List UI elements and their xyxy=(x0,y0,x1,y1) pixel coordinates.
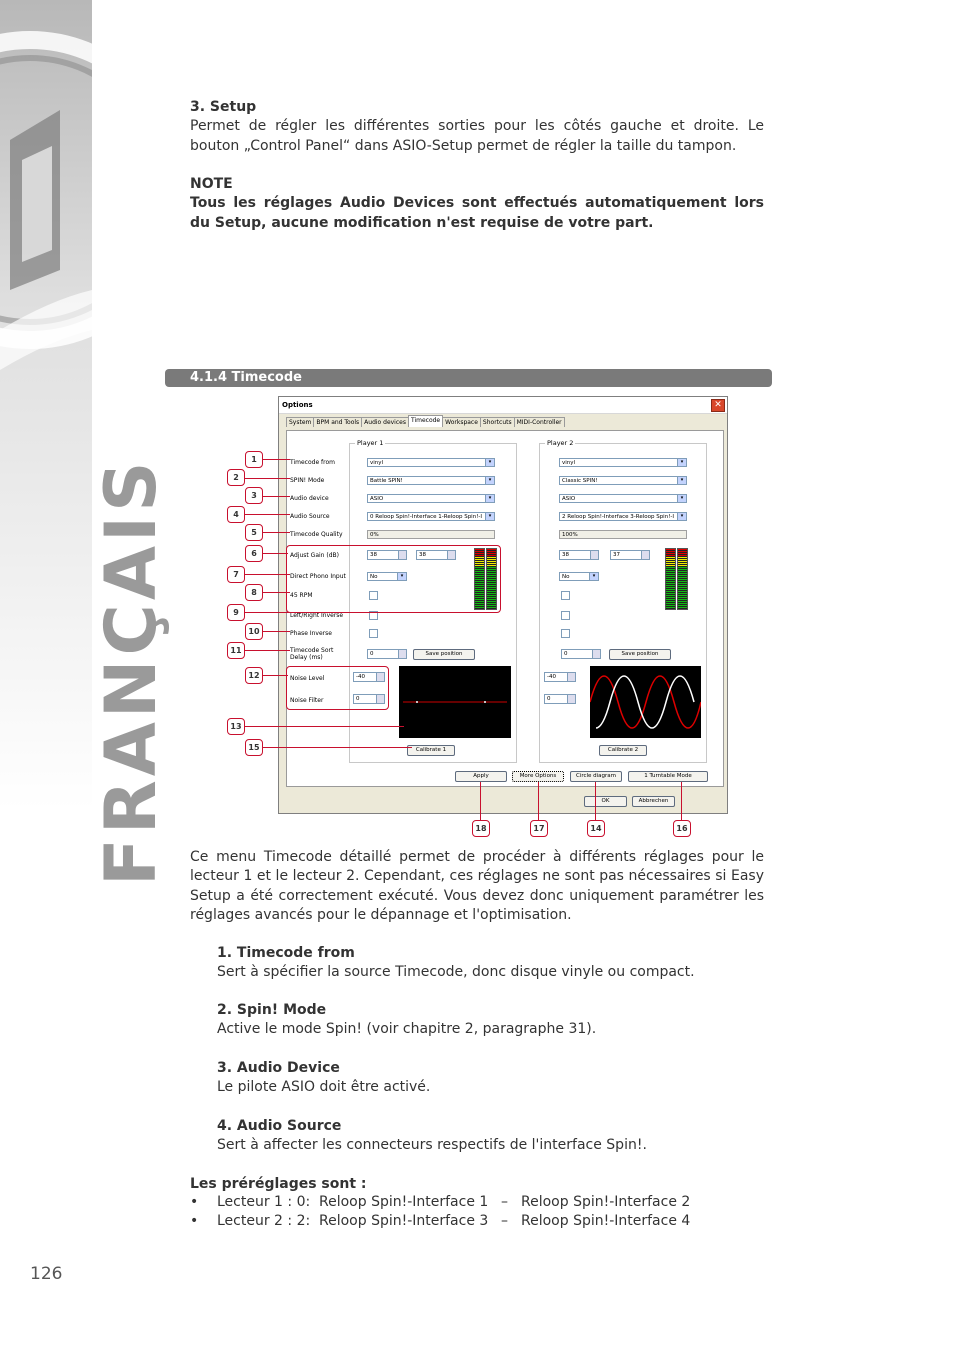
tab-timecode[interactable]: Timecode xyxy=(408,415,443,427)
preset-right: Reloop Spin!-Interface 2 xyxy=(521,1194,691,1210)
leader-line xyxy=(262,631,290,632)
note-body: Tous les réglages Audio Devices sont effectués automatiquement lors du Setup, aucune modification n'est requise de votre part. xyxy=(190,195,764,231)
leader-line xyxy=(262,532,290,533)
chevron-down-icon: ▾ xyxy=(677,495,686,502)
p1-timecode-quality: 0% xyxy=(367,530,495,539)
spinner-arrows-icon[interactable] xyxy=(592,650,600,658)
p2-phase-inverse-checkbox[interactable] xyxy=(561,629,570,638)
callout-18: 18 xyxy=(472,820,490,837)
p2-sine-signal-graph xyxy=(590,666,701,738)
chevron-down-icon: ▾ xyxy=(485,477,494,484)
p1-spin-mode-select[interactable] xyxy=(367,476,495,485)
p2-gain-left-value: 38 xyxy=(562,552,569,558)
setup-body: Permet de régler les différentes sorties pour les côtés gauche et droite. Le bouton „Control Panel“ dans ASIO-Setup permet de régler la taille du tampon. xyxy=(190,118,764,154)
label-adjust-gain: Adjust Gain (dB) xyxy=(290,552,339,559)
leader-line xyxy=(244,612,290,613)
leader-line xyxy=(538,782,539,820)
p2-timecode-from-value: vinyl xyxy=(562,460,576,466)
side-decoration xyxy=(0,0,172,1350)
p2-level-meter-left xyxy=(665,548,676,610)
leader-line xyxy=(262,496,290,497)
callout-14: 14 xyxy=(587,820,605,837)
p2-level-meter-right xyxy=(677,548,688,610)
label-noise-level: Noise Level xyxy=(290,675,325,682)
p2-audio-source-value: 2 Reloop Spin!-Interface 3-Reloop Spin!-I xyxy=(562,514,675,520)
tab-audio-devices[interactable]: Audio devices xyxy=(361,417,409,427)
bullet-icon: • xyxy=(190,1194,199,1210)
p2-sort-delay-value: 0 xyxy=(564,651,568,657)
close-icon[interactable]: ✕ xyxy=(711,399,725,412)
cancel-button[interactable]: Abbrechen xyxy=(632,796,675,807)
chevron-down-icon: ▾ xyxy=(677,513,686,520)
chevron-down-icon: ▾ xyxy=(677,477,686,484)
p1-audio-device-select[interactable] xyxy=(367,494,495,503)
chevron-down-icon: ▾ xyxy=(397,573,406,580)
p1-sort-delay-value: 0 xyxy=(370,651,374,657)
label-sort-delay: Timecode Sort Delay (ms) xyxy=(290,647,334,661)
p1-spin-mode-value: Battle SPIN! xyxy=(370,478,403,484)
item-body: Sert à affecter les connecteurs respectifs de l'interface Spin!. xyxy=(217,1137,647,1154)
leader-line xyxy=(244,514,290,515)
preset-player: Lecteur 1 : 0: xyxy=(217,1194,311,1210)
item-heading: 1. Timecode from xyxy=(217,945,355,961)
item-body: Sert à spécifier la source Timecode, donc disque vinyle ou compact. xyxy=(217,964,695,981)
p1-timecode-from-select[interactable] xyxy=(367,458,495,467)
p2-audio-device-value: ASIO xyxy=(562,496,576,502)
bullet-icon: • xyxy=(190,1213,199,1229)
calibrate2-button[interactable]: Calibrate 2 xyxy=(599,745,647,756)
item-audio-device xyxy=(217,1059,764,1098)
tab-system[interactable]: System xyxy=(286,417,314,427)
item-body: Active le mode Spin! (voir chapitre 2, paragraphe 31). xyxy=(217,1021,597,1038)
label-direct-phono: Direct Phono Input xyxy=(290,573,346,580)
callout-12: 12 xyxy=(245,667,263,684)
item-audio-source xyxy=(217,1117,764,1156)
intro-paragraph: Ce menu Timecode détaillé permet de procéder à différents réglages pour le lecteur 1 et le lecteur 2. Cependant, ces réglages ne sont pas nécessaires si Easy Setup a été correctement exécuté. Vous devez donc uniquement paramétrer les réglages avancés pour le dépannage et l'optimisation. xyxy=(190,849,764,923)
spinner-arrows-icon[interactable] xyxy=(398,650,406,658)
more-options-button[interactable]: More Options xyxy=(512,771,564,782)
preset-left: Reloop Spin!-Interface 3 xyxy=(319,1213,489,1229)
p2-45rpm-checkbox[interactable] xyxy=(561,591,570,600)
label-45rpm: 45 RPM xyxy=(290,592,313,599)
callout-11: 11 xyxy=(227,642,245,659)
callout-15: 15 xyxy=(245,739,263,756)
tab-strip xyxy=(286,417,564,429)
callout-10: 10 xyxy=(245,623,263,640)
player2-label: Player 2 xyxy=(547,439,574,447)
p2-noise-level-value: -40 xyxy=(547,674,556,680)
p2-lr-inverse-checkbox[interactable] xyxy=(561,611,570,620)
p1-audio-source-select[interactable] xyxy=(367,512,495,521)
preset-dash: – xyxy=(501,1194,508,1210)
section-header xyxy=(165,369,772,387)
p1-sort-delay[interactable] xyxy=(367,649,407,659)
p2-noise-level[interactable] xyxy=(544,672,576,682)
tab-workspace[interactable]: Workspace xyxy=(442,417,481,427)
preset-left: Reloop Spin!-Interface 1 xyxy=(319,1194,489,1210)
tab-midi-controller[interactable]: MIDI-Controller xyxy=(514,417,565,427)
p1-flat-signal-graph xyxy=(399,666,511,738)
p1-noise-filter-value: 0 xyxy=(356,696,360,702)
page-number: 126 xyxy=(30,1264,63,1284)
setup-section xyxy=(190,98,764,156)
item-body: Le pilote ASIO doit être activé. xyxy=(217,1079,431,1096)
label-noise-filter: Noise Filter xyxy=(290,697,324,704)
callout-6: 6 xyxy=(245,545,263,562)
language-label: FRANÇAIS xyxy=(90,457,172,886)
spinner-arrows-icon[interactable] xyxy=(567,673,575,681)
callout-17: 17 xyxy=(530,820,548,837)
callout-1: 1 xyxy=(245,451,263,468)
p1-phase-inverse-checkbox[interactable] xyxy=(369,629,378,638)
p2-direct-phono-select[interactable] xyxy=(559,572,599,581)
gain-highlight-box xyxy=(286,545,501,613)
apply-button[interactable]: Apply xyxy=(455,771,507,782)
leader-line xyxy=(262,459,290,460)
presets-heading: Les préréglages sont : xyxy=(190,1176,367,1192)
p1-direct-phono-value: No xyxy=(370,574,378,580)
chevron-down-icon: ▾ xyxy=(589,573,598,580)
note-section xyxy=(190,175,764,233)
dialog-titlebar xyxy=(279,397,727,414)
item-timecode-from xyxy=(217,944,764,983)
callout-13: 13 xyxy=(227,718,245,735)
tab-bpm-tools[interactable]: BPM and Tools xyxy=(313,417,362,427)
item-heading: 4. Audio Source xyxy=(217,1118,342,1134)
callout-7: 7 xyxy=(227,566,245,583)
p2-timecode-quality: 100% xyxy=(559,530,687,539)
spinner-arrows-icon[interactable] xyxy=(641,551,649,559)
callout-5: 5 xyxy=(245,524,263,541)
section-title: 4.1.4 Timecode xyxy=(190,370,302,385)
label-timecode-quality: Timecode Quality xyxy=(290,531,343,538)
tab-shortcuts[interactable]: Shortcuts xyxy=(480,417,515,427)
p2-spin-mode-value: Classic SPIN! xyxy=(562,478,598,484)
setup-heading: 3. Setup xyxy=(190,99,257,115)
p2-gain-left[interactable] xyxy=(559,550,599,560)
p1-oscilloscope xyxy=(399,666,511,738)
label-lr-inverse: Left/Right Inverse xyxy=(290,612,344,619)
leader-line xyxy=(480,782,481,820)
circle-diagram-button[interactable]: Circle diagram xyxy=(570,771,622,782)
preset-right: Reloop Spin!-Interface 4 xyxy=(521,1213,691,1229)
p2-noise-filter[interactable] xyxy=(544,694,576,704)
note-heading: NOTE xyxy=(190,176,233,192)
p2-gain-right[interactable] xyxy=(610,550,650,560)
p2-oscilloscope xyxy=(590,666,701,738)
chevron-down-icon: ▾ xyxy=(677,459,686,466)
chevron-down-icon: ▾ xyxy=(485,495,494,502)
preset-dash: – xyxy=(501,1213,508,1229)
spinner-arrows-icon[interactable] xyxy=(590,551,598,559)
leader-line xyxy=(262,747,412,748)
leader-line xyxy=(262,592,290,593)
label-timecode-from: Timecode from xyxy=(290,459,336,466)
p2-gain-right-value: 37 xyxy=(613,552,620,558)
leader-line xyxy=(244,726,404,727)
p2-sort-delay[interactable] xyxy=(561,649,601,659)
p1-save-position-button[interactable]: Save position xyxy=(413,649,475,660)
callout-8: 8 xyxy=(245,584,263,601)
player1-label: Player 1 xyxy=(357,439,384,447)
preset-player: Lecteur 2 : 2: xyxy=(217,1213,311,1229)
turntable-mode-button[interactable]: 1 Turntable Mode xyxy=(628,771,708,782)
p2-audio-source-select[interactable] xyxy=(559,512,687,521)
callout-16: 16 xyxy=(673,820,691,837)
leader-line xyxy=(262,675,288,676)
leader-line xyxy=(681,782,682,820)
p1-gain-left-value: 38 xyxy=(370,552,377,558)
label-spin-mode: SPIN! Mode xyxy=(290,477,325,484)
callout-4: 4 xyxy=(227,506,245,523)
p1-timecode-from-value: vinyl xyxy=(370,460,384,466)
callout-3: 3 xyxy=(245,487,263,504)
item-heading: 3. Audio Device xyxy=(217,1060,340,1076)
dialog-title: Options xyxy=(282,401,313,409)
callout-9: 9 xyxy=(227,604,245,621)
leader-line xyxy=(595,782,596,820)
leader-line xyxy=(244,478,290,479)
calibrate1-button[interactable]: Calibrate 1 xyxy=(407,745,455,756)
ok-button[interactable]: OK xyxy=(584,796,627,807)
label-phase-inverse: Phase Inverse xyxy=(290,630,332,637)
spinner-arrows-icon[interactable] xyxy=(567,695,575,703)
callout-2: 2 xyxy=(227,469,245,486)
p1-noise-level-value: -40 xyxy=(356,674,365,680)
leader-line xyxy=(244,650,290,651)
brand-logo-graphic xyxy=(0,0,92,430)
item-heading: 2. Spin! Mode xyxy=(217,1002,327,1018)
p1-gain-right-value: 38 xyxy=(419,552,426,558)
label-audio-device: Audio device xyxy=(290,495,329,502)
chevron-down-icon: ▾ xyxy=(485,459,494,466)
p1-audio-device-value: ASIO xyxy=(370,496,384,502)
p2-audio-device-select[interactable] xyxy=(559,494,687,503)
p2-direct-phono-value: No xyxy=(562,574,570,580)
item-spin-mode xyxy=(217,1001,764,1040)
leader-line xyxy=(262,553,288,554)
chevron-down-icon: ▾ xyxy=(485,513,494,520)
p2-save-position-button[interactable]: Save position xyxy=(609,649,671,660)
p2-spin-mode-select[interactable] xyxy=(559,476,687,485)
p2-noise-filter-value: 0 xyxy=(547,696,551,702)
p1-audio-source-value: 0 Reloop Spin!-Interface 1-Reloop Spin!-I xyxy=(370,514,483,520)
leader-line xyxy=(244,574,290,575)
noise-highlight-box xyxy=(286,666,389,710)
label-audio-source: Audio Source xyxy=(290,513,330,520)
p2-timecode-from-select[interactable] xyxy=(559,458,687,467)
